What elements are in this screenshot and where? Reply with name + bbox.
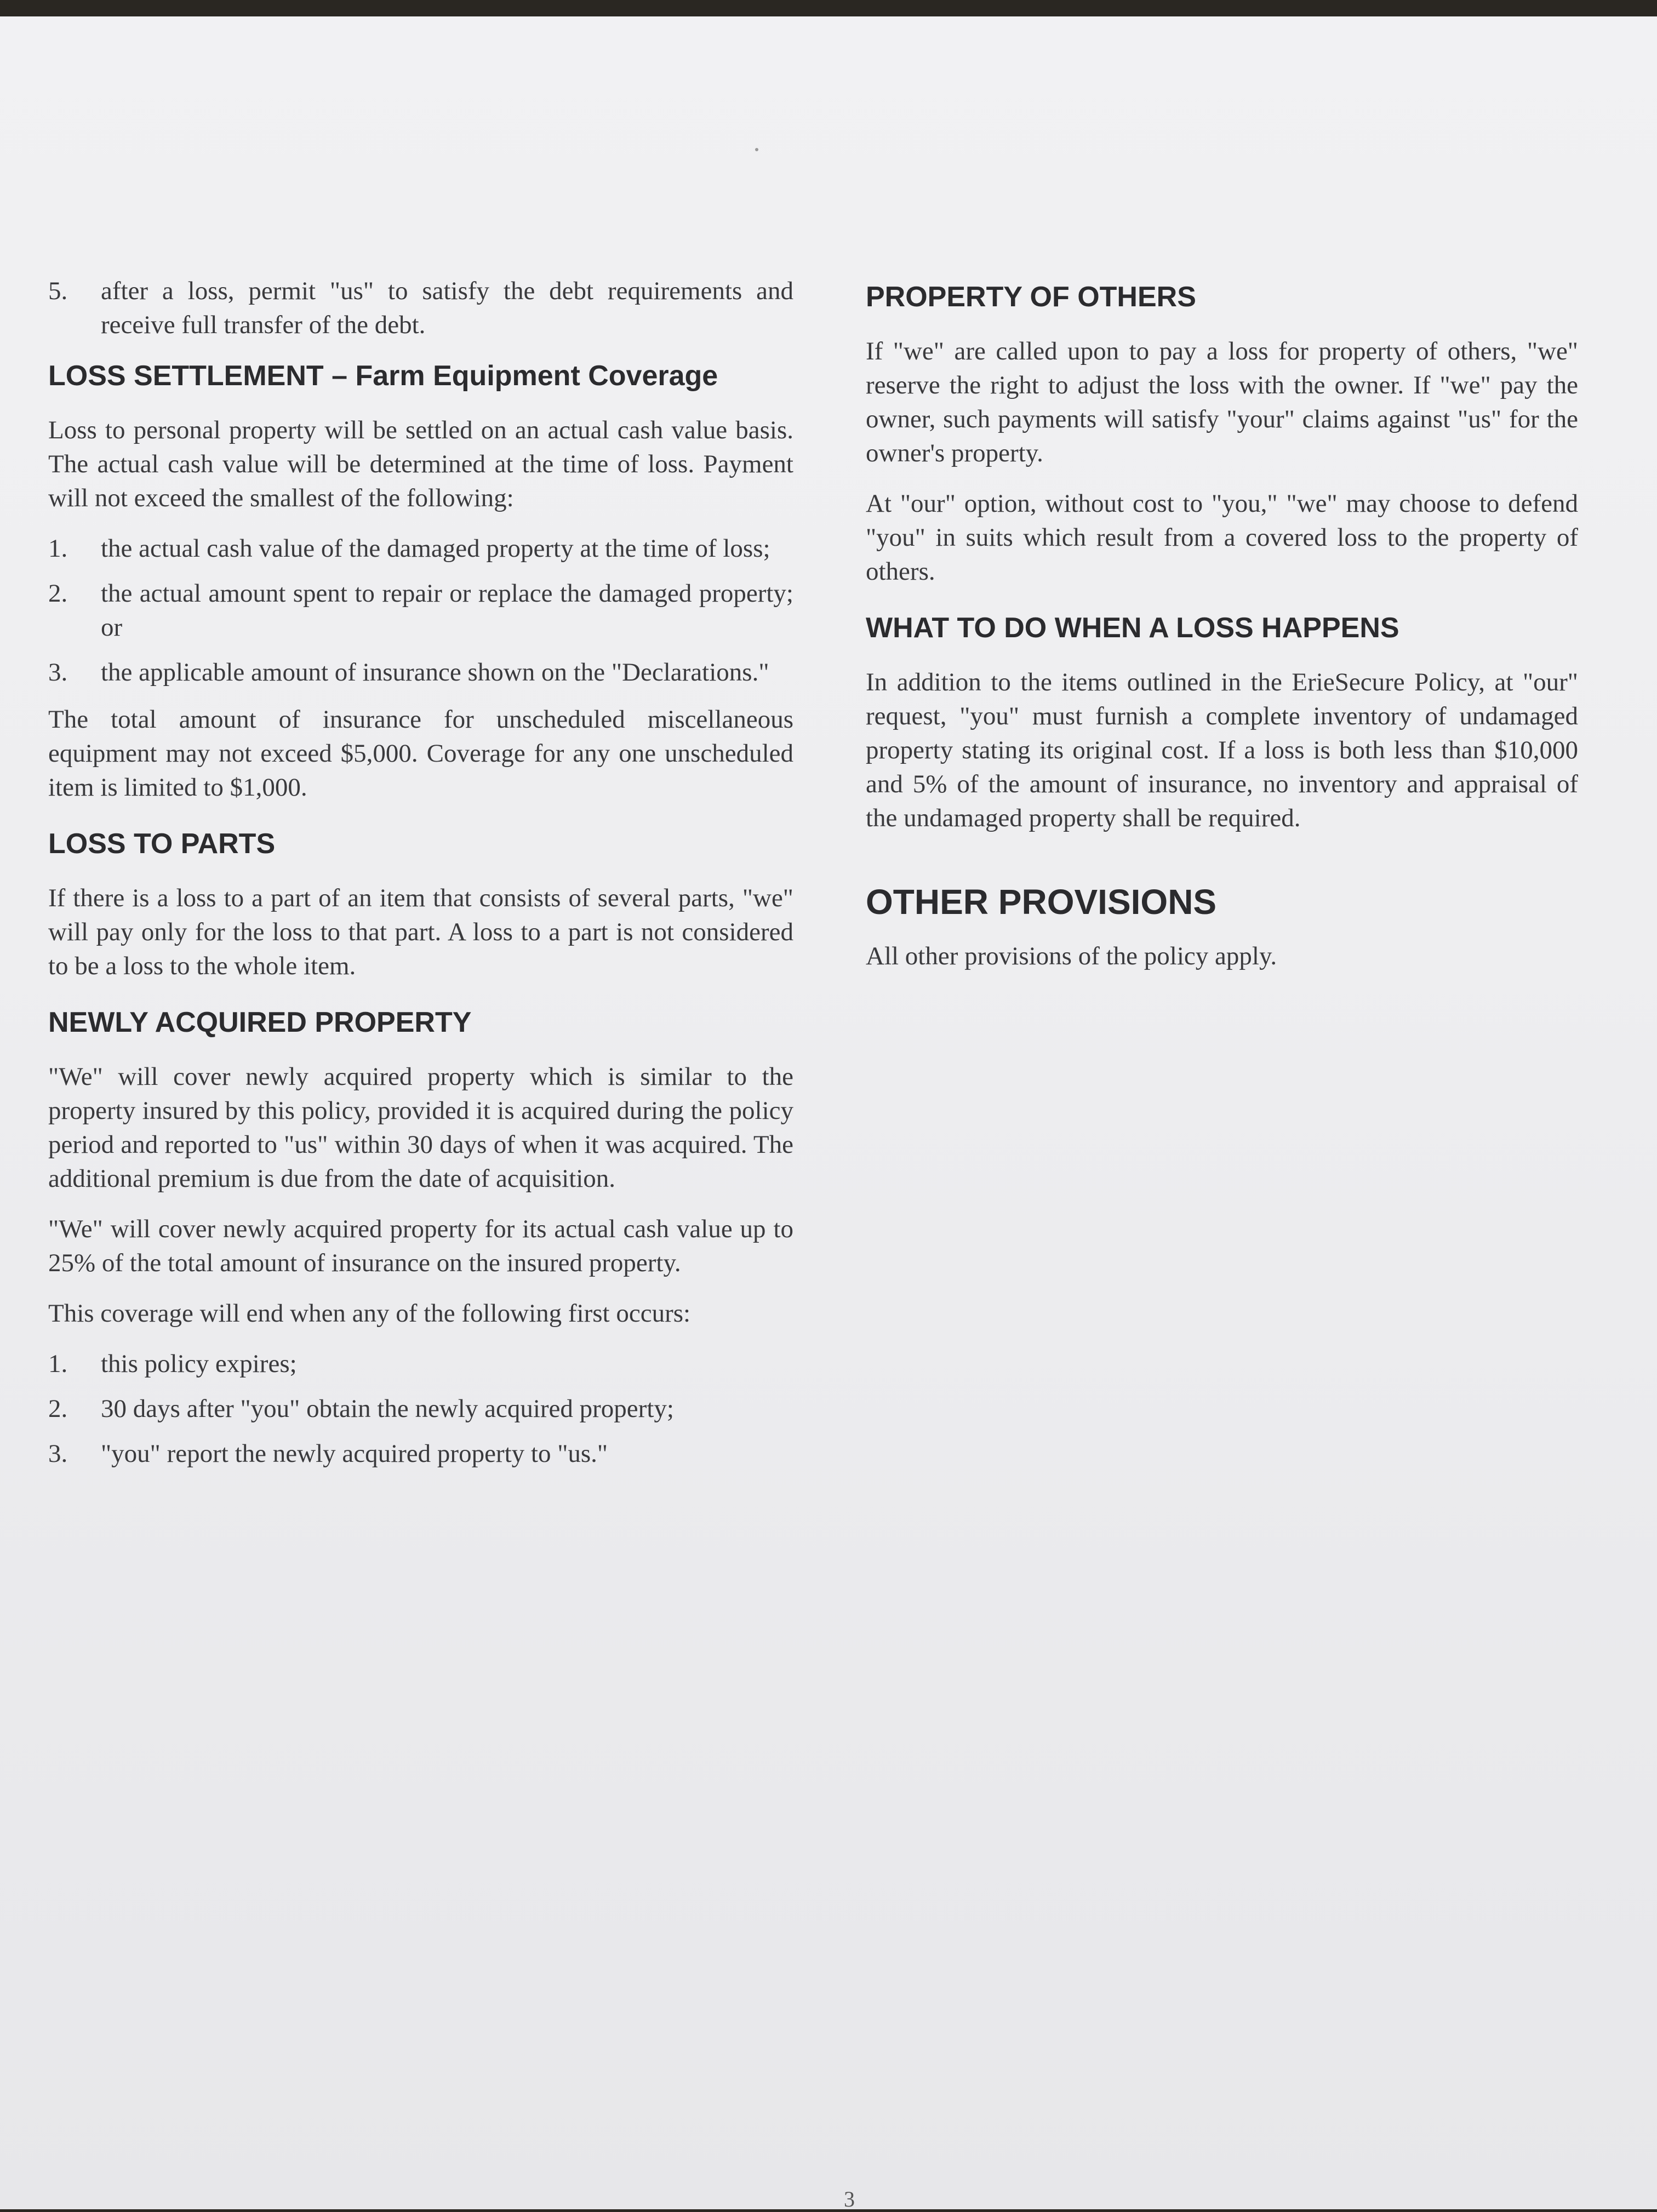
newly-acquired-paragraph-2: "We" will cover newly acquired property for its actual cash value up to 25% of the total amount of insurance on the insured property. (48, 1215, 793, 1277)
speck (755, 148, 758, 151)
list-item (48, 1347, 793, 1381)
list-item (48, 655, 793, 689)
list-text: the applicable amount of insurance shown on the "Declarations." (101, 658, 769, 687)
loss-settlement-heading: LOSS SETTLEMENT – Farm Equipment Coverage (48, 360, 718, 392)
list-item (48, 576, 793, 644)
newly-acquired-paragraph-3: This coverage will end when any of the following first occurs: (48, 1299, 691, 1328)
list-number: 2. (48, 579, 68, 608)
loss-settlement-paragraph: Loss to personal property will be settled on an actual cash value basis. The actual cash value will be determined at the time of loss. Payment will not exceed the smallest of the following: (48, 416, 793, 512)
right-column (866, 274, 1578, 990)
loss-to-parts-heading: LOSS TO PARTS (48, 828, 276, 860)
what-to-do-paragraph: In addition to the items outlined in the ErieSecure Policy, at "our" request, "you" must furnish a complete inventory of undamaged property stating its original cost. If a loss is both less than $10,000 and 5% of the amount of insurance, no inventory and appraisal of the undamaged property shall be required. (866, 668, 1578, 832)
what-to-do-heading: WHAT TO DO WHEN A LOSS HAPPENS (866, 612, 1399, 644)
newly-acquired-paragraph-1: "We" will cover newly acquired property which is similar to the property insured by this policy, provided it is acquired during the policy period and reported to "us" within 30 days of when it was acquired. The additional premium is due from the date of acquisition. (48, 1062, 793, 1193)
property-of-others-heading: PROPERTY OF OTHERS (866, 281, 1196, 313)
list-item (48, 1392, 793, 1426)
page-number: 3 (844, 2187, 855, 2211)
unscheduled-equipment-paragraph: The total amount of insurance for unscheduled miscellaneous equipment may not exceed $5,000. Coverage for any one unscheduled item is limited to $1,000. (48, 705, 793, 802)
loss-to-parts-paragraph: If there is a loss to a part of an item that consists of several parts, "we" will pay only for the loss to that part. A loss to a part is not considered to be a loss to the whole item. (48, 884, 793, 980)
list-item (48, 1437, 793, 1471)
list-text: after a loss, permit "us" to satisfy the debt requirements and receive full transfer of the debt. (101, 277, 793, 339)
list-text: the actual cash value of the damaged property at the time of loss; (101, 534, 770, 563)
list-text: this policy expires; (101, 1350, 297, 1378)
loss-settlement-list (48, 531, 793, 689)
list-text: "you" report the newly acquired property to "us." (101, 1439, 608, 1468)
other-provisions-heading: OTHER PROVISIONS (866, 882, 1217, 922)
newly-acquired-heading: NEWLY ACQUIRED PROPERTY (48, 1007, 472, 1038)
list-number: 5. (48, 277, 68, 305)
list-text: the actual amount spent to repair or replace the damaged property; or (101, 579, 793, 642)
list-item (48, 531, 793, 565)
property-of-others-paragraph-2: At "our" option, without cost to "you," "we" may choose to defend "you" in suits which result from a covered loss to the property of others. (866, 489, 1578, 586)
document-page (0, 16, 1657, 2209)
list-number: 2. (48, 1394, 68, 1423)
list-number: 3. (48, 658, 68, 687)
list-number: 1. (48, 534, 68, 563)
list-number: 1. (48, 1350, 68, 1378)
property-of-others-paragraph-1: If "we" are called upon to pay a loss for property of others, "we" reserve the right to adjust the loss with the owner. If "we" pay the owner, such payments will satisfy "your" claims against "us" for the owner's property. (866, 337, 1578, 467)
list-text: 30 days after "you" obtain the newly acquired property; (101, 1394, 674, 1423)
left-column (48, 274, 793, 1484)
coverage-end-list (48, 1347, 793, 1471)
list-item (48, 274, 793, 342)
list-number: 3. (48, 1439, 68, 1468)
other-provisions-paragraph: All other provisions of the policy apply. (866, 942, 1277, 970)
